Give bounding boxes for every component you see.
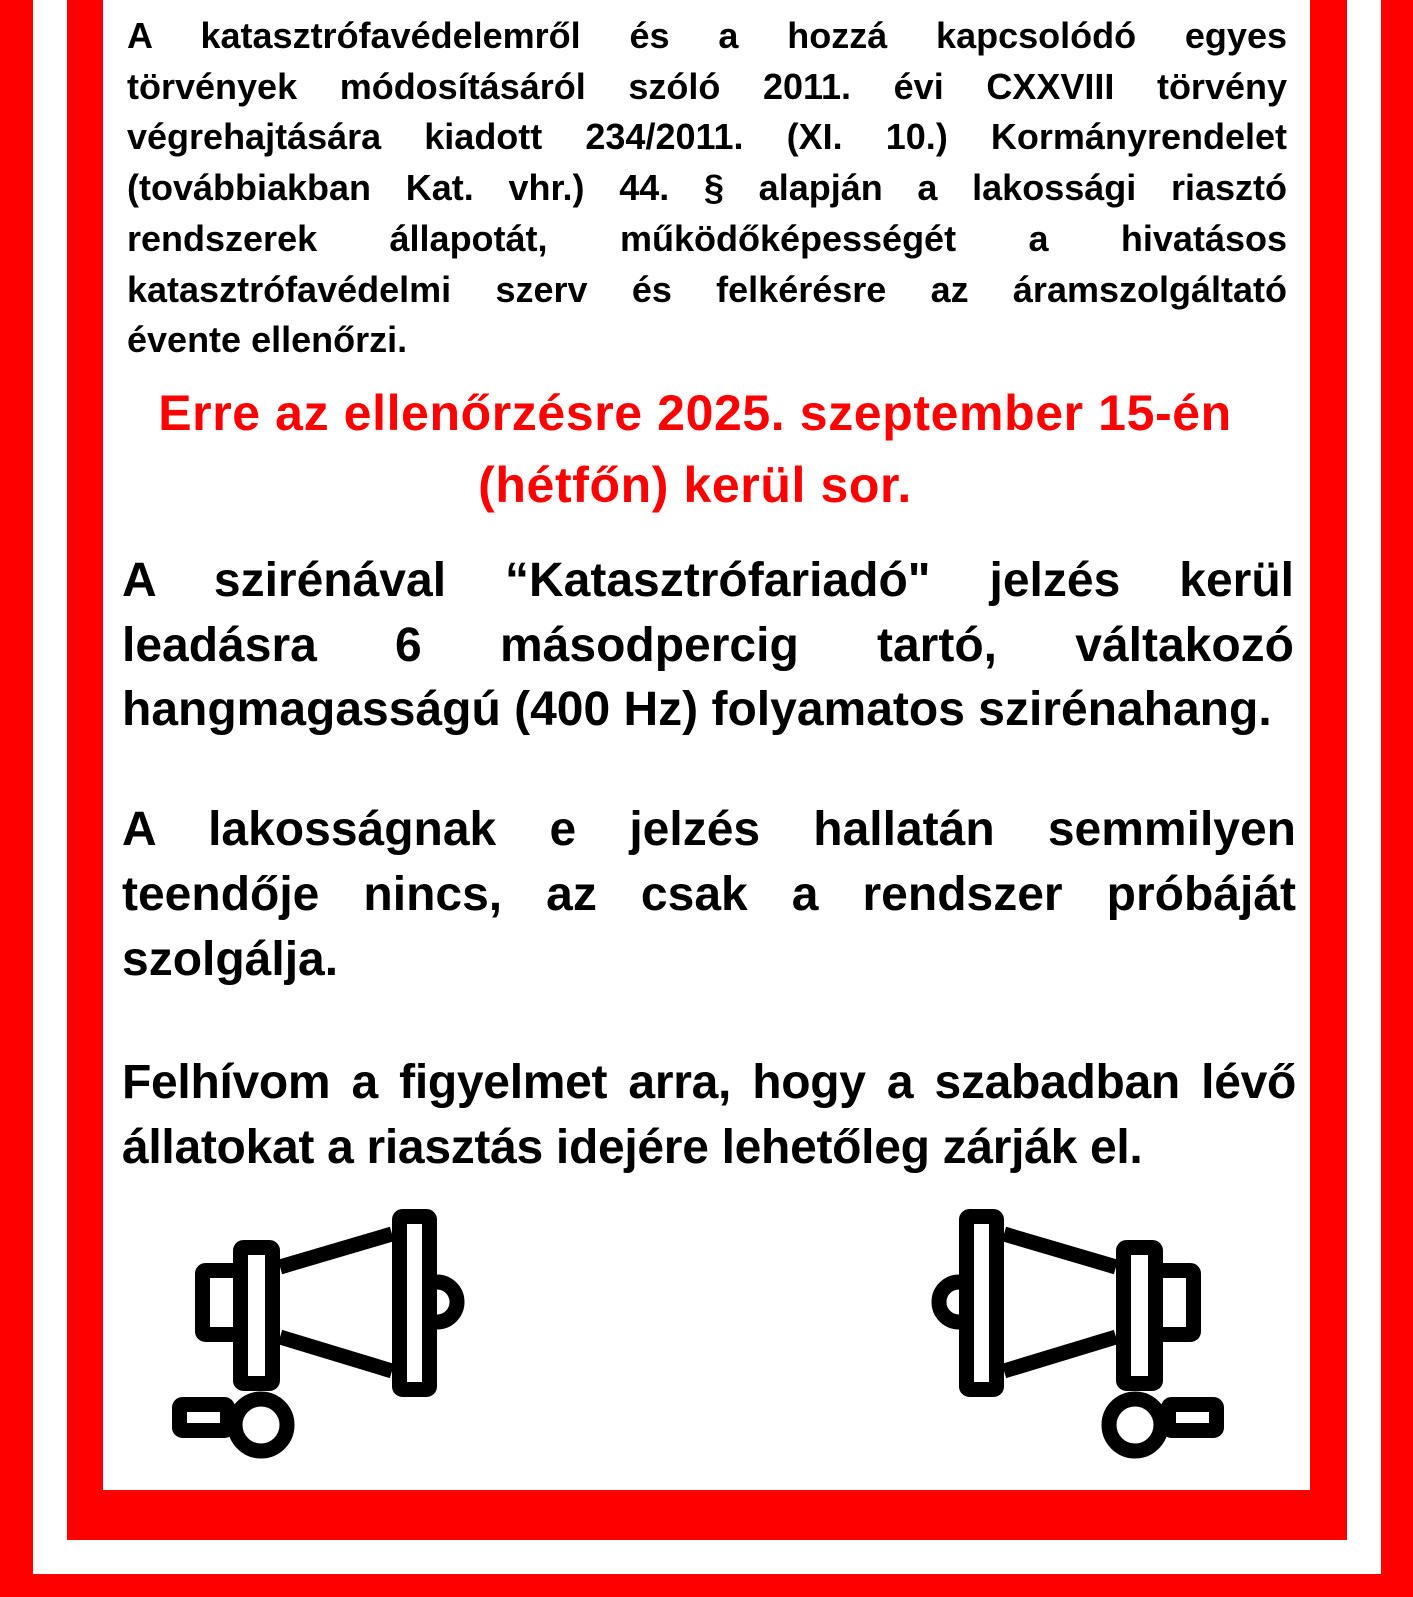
intro-line: (továbbiakban Kat. vhr.) 44. § alapján a lakossági riasztó <box>127 167 1287 209</box>
intro-line: végrehajtására kiadott 234/2011. (XI. 10.) Kormányrendelet <box>127 116 1287 158</box>
intro-line: évente ellenőrzi. <box>127 319 408 361</box>
signal-line: A szirénával “Katasztrófariadó" jelzés kerül <box>122 554 1294 607</box>
intro-line: A katasztrófavédelemről és a hozzá kapcsolódó egyes <box>127 15 1287 56</box>
intro-line: katasztrófavédelmi szerv és felkérésre az áramszolgáltató <box>127 268 1287 310</box>
animals-paragraph <box>122 1050 1296 1180</box>
signal-line: leadásra 6 másodpercig tartó, váltakozó <box>122 618 1294 672</box>
signal-paragraph <box>122 549 1294 743</box>
animals-line: állatokat a riasztás idejére lehetőleg zárják el. <box>122 1121 1143 1174</box>
notice-line: Erre az ellenőrzésre 2025. szeptember 15-én <box>158 385 1232 441</box>
notice-line: (hétfőn) kerül sor. <box>478 457 912 513</box>
no-action-line: szolgálja. <box>122 933 339 986</box>
animals-line: Felhívom a figyelmet arra, hogy a szabadban lévő <box>122 1056 1296 1109</box>
no-action-line: A lakosságnak e jelzés hallatán semmilyen <box>122 803 1296 856</box>
signal-line: hangmagasságú (400 Hz) folyamatos szirénahang. <box>122 683 1272 736</box>
intro-paragraph <box>127 11 1287 366</box>
no-action-paragraph <box>122 797 1296 992</box>
no-action-line: teendője nincs, az csak a rendszer próbáját <box>122 868 1296 921</box>
test-date-notice <box>103 377 1287 521</box>
intro-line: rendszerek állapotát, működőképességét a hivatásos <box>127 217 1287 259</box>
intro-line: törvények módosításáról szóló 2011. évi CXXVIII törvény <box>127 65 1287 107</box>
